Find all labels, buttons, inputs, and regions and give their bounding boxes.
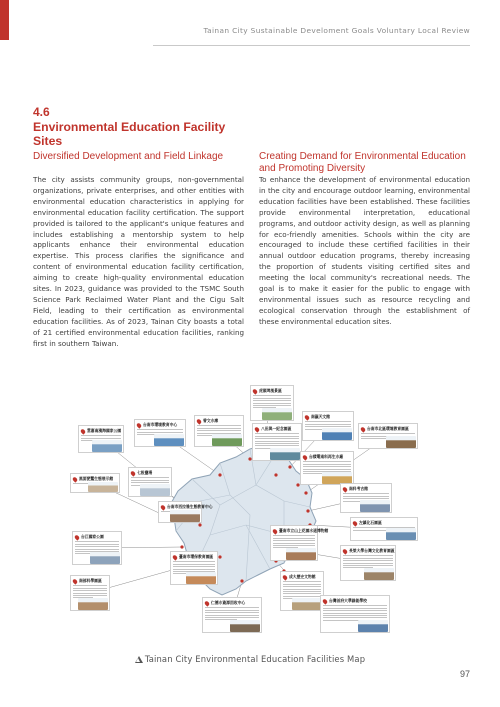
facility-description-line xyxy=(173,566,215,567)
facility-description-line xyxy=(305,421,351,422)
facility-illustration xyxy=(154,434,184,446)
facility-name: 台江國家公園 xyxy=(81,534,104,539)
facility-card xyxy=(72,531,122,565)
site-marker xyxy=(218,555,221,558)
site-marker xyxy=(218,473,221,476)
facility-illustration xyxy=(360,500,390,512)
facility-description-line xyxy=(173,561,215,562)
facility-illustration xyxy=(262,408,292,420)
facility-card xyxy=(250,385,294,421)
map-pin-icon xyxy=(282,574,288,580)
facility-description-line xyxy=(137,432,183,433)
facility-description-line xyxy=(205,615,259,616)
facility-illustration xyxy=(364,568,394,580)
facility-description-line xyxy=(343,558,393,559)
facility-description-line xyxy=(173,569,215,570)
facility-description-line xyxy=(323,610,387,611)
facility-illustration xyxy=(358,620,388,632)
facility-description-line xyxy=(73,585,107,586)
facility-description-line xyxy=(303,461,351,462)
facility-name: 南瀛天文館 xyxy=(311,414,330,419)
map-pin-icon xyxy=(322,598,328,604)
facility-description-line xyxy=(253,403,291,404)
facility-description-line xyxy=(255,433,299,434)
facility-illustration xyxy=(92,440,122,452)
facility-name: 黑面琵鷺生態展示館 xyxy=(79,476,114,481)
facility-description-line xyxy=(283,591,321,592)
facility-description-line xyxy=(253,405,291,406)
left-subheading: Diversified Development and Field Linkage xyxy=(33,151,224,162)
map-pin-icon xyxy=(136,422,142,428)
facility-description-line xyxy=(343,555,393,556)
facility-card-header xyxy=(81,428,121,434)
facility-card-header xyxy=(303,454,351,460)
facility-description-line xyxy=(343,565,393,566)
facility-card xyxy=(340,483,392,513)
facility-illustration xyxy=(212,434,242,446)
facility-name: 虎頭埤風景區 xyxy=(259,388,282,393)
facility-card xyxy=(320,595,390,633)
facility-card-header xyxy=(253,388,291,394)
facility-card xyxy=(128,467,172,497)
facility-card xyxy=(194,415,244,447)
facility-description-line xyxy=(73,590,107,591)
facility-description-line xyxy=(205,610,259,611)
facility-description-line xyxy=(303,469,351,470)
facility-card xyxy=(350,517,418,541)
header-rule xyxy=(153,45,470,46)
facility-illustration xyxy=(270,448,300,460)
facility-description-line xyxy=(75,549,119,550)
facility-description-line xyxy=(323,620,361,621)
facility-card xyxy=(158,501,213,523)
figure-caption-text: Tainan City Environmental Education Facilities Map xyxy=(144,654,366,664)
facility-card-header xyxy=(361,426,415,432)
map-pin-icon xyxy=(172,554,178,560)
facility-illustration xyxy=(292,598,322,610)
facility-description-line xyxy=(343,493,389,494)
facility-card-header xyxy=(137,422,183,428)
facility-description-line xyxy=(197,425,241,426)
facility-name: 台南市北區環境教育園區 xyxy=(367,426,409,431)
facility-description-line xyxy=(283,586,321,587)
facility-description-line xyxy=(73,588,107,589)
page-number: 97 xyxy=(459,669,470,679)
map-pin-icon xyxy=(360,426,366,432)
facility-card-header xyxy=(205,600,259,606)
facility-card xyxy=(340,545,396,581)
facility-description-line xyxy=(73,593,107,594)
site-marker xyxy=(306,509,309,512)
site-marker xyxy=(304,491,307,494)
facility-card xyxy=(280,571,324,611)
facility-card xyxy=(270,525,329,561)
site-marker xyxy=(240,579,243,582)
facility-card xyxy=(252,423,302,461)
map-pin-icon xyxy=(72,476,78,482)
facility-description-line xyxy=(303,464,351,465)
site-marker xyxy=(180,545,183,548)
facility-name: 長榮大學台灣文化教育園區 xyxy=(349,548,395,553)
facility-description-line xyxy=(205,617,259,618)
facility-description-line xyxy=(343,560,393,561)
facility-description-line xyxy=(255,441,299,442)
facility-illustration xyxy=(386,436,416,448)
facility-description-line xyxy=(75,541,119,542)
map-pin-icon xyxy=(272,528,278,534)
facility-description-line xyxy=(197,428,241,429)
facility-description-line xyxy=(343,563,393,564)
facility-illustration xyxy=(78,598,108,610)
right-subheading: Creating Demand for Environmental Education and Promoting Diversity xyxy=(259,151,466,174)
map-pin-icon xyxy=(342,548,348,554)
running-header: Tainan City Sustainable Develoment Goals Voluntary Local Review xyxy=(203,26,470,35)
facility-description-line xyxy=(75,544,119,545)
facility-name: 台南市西拉雅生態教育中心 xyxy=(167,504,213,509)
facility-description-line xyxy=(323,617,387,618)
facility-description-line xyxy=(361,433,415,434)
facility-description-line xyxy=(273,540,315,541)
facility-card-header xyxy=(173,554,215,560)
site-marker xyxy=(274,473,277,476)
facility-card-header xyxy=(255,426,299,432)
facility-description-line xyxy=(283,581,321,582)
facility-name: 台南市環境教育中心 xyxy=(143,422,178,427)
facility-description-line xyxy=(323,613,387,614)
facility-description-line xyxy=(305,424,351,425)
site-marker xyxy=(288,465,291,468)
facility-name: 仁德水資源回收中心 xyxy=(211,600,246,605)
facility-description-line xyxy=(273,543,315,544)
figure-caption xyxy=(0,654,500,664)
facility-description-line xyxy=(255,436,299,437)
facility-name: 台積電南科再生水廠 xyxy=(309,454,344,459)
map-pin-icon xyxy=(304,414,310,420)
facility-description-line xyxy=(323,615,387,616)
facility-description-line xyxy=(75,546,119,547)
corner-tab xyxy=(0,0,9,40)
map-pin-icon xyxy=(342,486,348,492)
facility-card xyxy=(358,423,418,449)
facility-description-line xyxy=(323,605,387,606)
map-pin-icon xyxy=(74,534,80,540)
facility-illustration xyxy=(230,620,260,632)
map-pin-icon xyxy=(204,600,210,606)
facility-description-line xyxy=(273,535,315,536)
facility-illustration xyxy=(88,482,118,492)
facility-description-line xyxy=(173,564,215,565)
facility-name: 臺南市立山上花園水道博物館 xyxy=(279,528,329,533)
facility-card-header xyxy=(131,470,169,476)
facility-name: 台灣首府大學綠能學校 xyxy=(329,598,367,603)
map-pin-icon xyxy=(130,470,136,476)
facility-card-header xyxy=(75,534,119,540)
facility-description-line xyxy=(283,589,321,590)
site-marker xyxy=(198,523,201,526)
facility-name: 曾文水庫 xyxy=(203,418,219,423)
facility-card-header xyxy=(343,548,393,554)
facility-description-line xyxy=(253,395,291,396)
facility-card-header xyxy=(73,578,107,584)
facility-description-line xyxy=(323,608,387,609)
facility-card xyxy=(170,551,218,585)
facility-illustration xyxy=(140,484,170,496)
facility-card xyxy=(302,411,354,441)
right-body-text: To enhance the development of environmental education in the city and encourage outdoor learning, environmental education facilities have been established. These facilities provide environmental interpretation, educational programs, and outdoor activity design, as well as planning for eco-friendly amenities. Schools within the city are encouraged to include these certified facilities in their annual outdoor education programs, thereby increasing the proportion of students visiting certified sites and meeting the local community's recreational needs. The goal is to make it easier for the public to engage with environmental issues such as resource recycling and ecological conservation through the establishment of these environmental education sites. xyxy=(259,175,470,326)
section-title: Environmental Education Facility Sites xyxy=(33,120,226,148)
facility-description-line xyxy=(255,443,299,444)
facility-name: 臺南市環保教育園區 xyxy=(179,554,214,559)
facility-illustration xyxy=(386,528,416,540)
facility-card-header xyxy=(283,574,321,580)
map-pin-icon xyxy=(160,504,166,510)
facility-description-line xyxy=(283,596,321,597)
facility-description-line xyxy=(303,466,351,467)
map-pin-icon xyxy=(80,428,86,434)
facility-name: 南科考古館 xyxy=(349,486,368,491)
facility-card xyxy=(78,425,124,453)
facility-name: 七股鹽場 xyxy=(137,470,153,475)
map-pin-icon xyxy=(196,418,202,424)
map-pin-icon xyxy=(302,454,308,460)
map-pin-icon xyxy=(254,426,260,432)
facility-card-header xyxy=(273,528,329,534)
facility-card-header xyxy=(353,520,415,526)
facility-illustration xyxy=(90,552,120,564)
facility-description-line xyxy=(273,538,315,539)
facility-description-line xyxy=(205,612,259,613)
facility-card xyxy=(70,575,110,611)
facility-card-header xyxy=(323,598,387,604)
facility-description-line xyxy=(81,435,121,436)
facility-description-line xyxy=(81,438,121,439)
facility-illustration xyxy=(170,510,200,522)
facility-description-line xyxy=(253,398,291,399)
facility-card-header xyxy=(343,486,389,492)
facility-description-line xyxy=(283,593,321,594)
facility-description-line xyxy=(137,429,183,430)
facility-card-header xyxy=(197,418,241,424)
facility-description-line xyxy=(205,607,259,608)
facility-description-line xyxy=(343,496,389,497)
facility-description-line xyxy=(353,530,390,531)
facility-name: 左鎮化石園區 xyxy=(359,520,382,525)
facility-illustration xyxy=(186,572,216,584)
facility-description-line xyxy=(73,595,107,596)
facility-illustration xyxy=(322,428,352,440)
map-pin-icon xyxy=(352,520,358,526)
facility-description-line xyxy=(255,445,299,446)
facility-name: 八田與一紀念園區 xyxy=(261,426,292,431)
facility-card xyxy=(70,473,120,493)
triangle-icon xyxy=(135,656,143,663)
facilities-map-figure xyxy=(70,375,434,638)
map-pin-icon xyxy=(72,578,78,584)
left-body-text: The city assists community groups, non-governmental organizations, private enterprises, and other entities with environmental education characteristics in applying for environmental education facility certification. The support provided is tailored to the applicant's unique features and includes establishing a mentorship system to help applicants enhance their environmental education expertise. This process clarifies the significance and content of environmental education facility certification, aiming to create high-quality environmental education sites. In 2023, guidance was provided to the TSMC South Science Park Reclaimed Water Plant and the Cigu Salt Field, leading to their certification as environmental education facilities. As of 2023, Tainan City boasts a total of 21 certified environmental education facilities, ranking first in southern Taiwan. xyxy=(33,175,244,348)
section-number: 4.6 xyxy=(33,105,50,119)
facility-description-line xyxy=(253,400,291,401)
facility-description-line xyxy=(273,545,315,546)
facility-name: 南部科學園區 xyxy=(79,578,102,583)
facility-card xyxy=(300,451,354,485)
facility-card-header xyxy=(305,414,351,420)
facility-card xyxy=(202,597,262,633)
facility-name: 成大歷史文物館 xyxy=(289,574,316,579)
facility-name: 雲嘉南濱海國家公園 xyxy=(87,428,122,433)
facility-description-line xyxy=(283,584,321,585)
facility-description-line xyxy=(131,480,169,481)
facility-card xyxy=(134,419,186,447)
facility-illustration xyxy=(286,548,316,560)
facility-description-line xyxy=(131,477,169,478)
map-pin-icon xyxy=(252,388,258,394)
facility-description-line xyxy=(197,430,241,431)
facility-description-line xyxy=(255,438,299,439)
